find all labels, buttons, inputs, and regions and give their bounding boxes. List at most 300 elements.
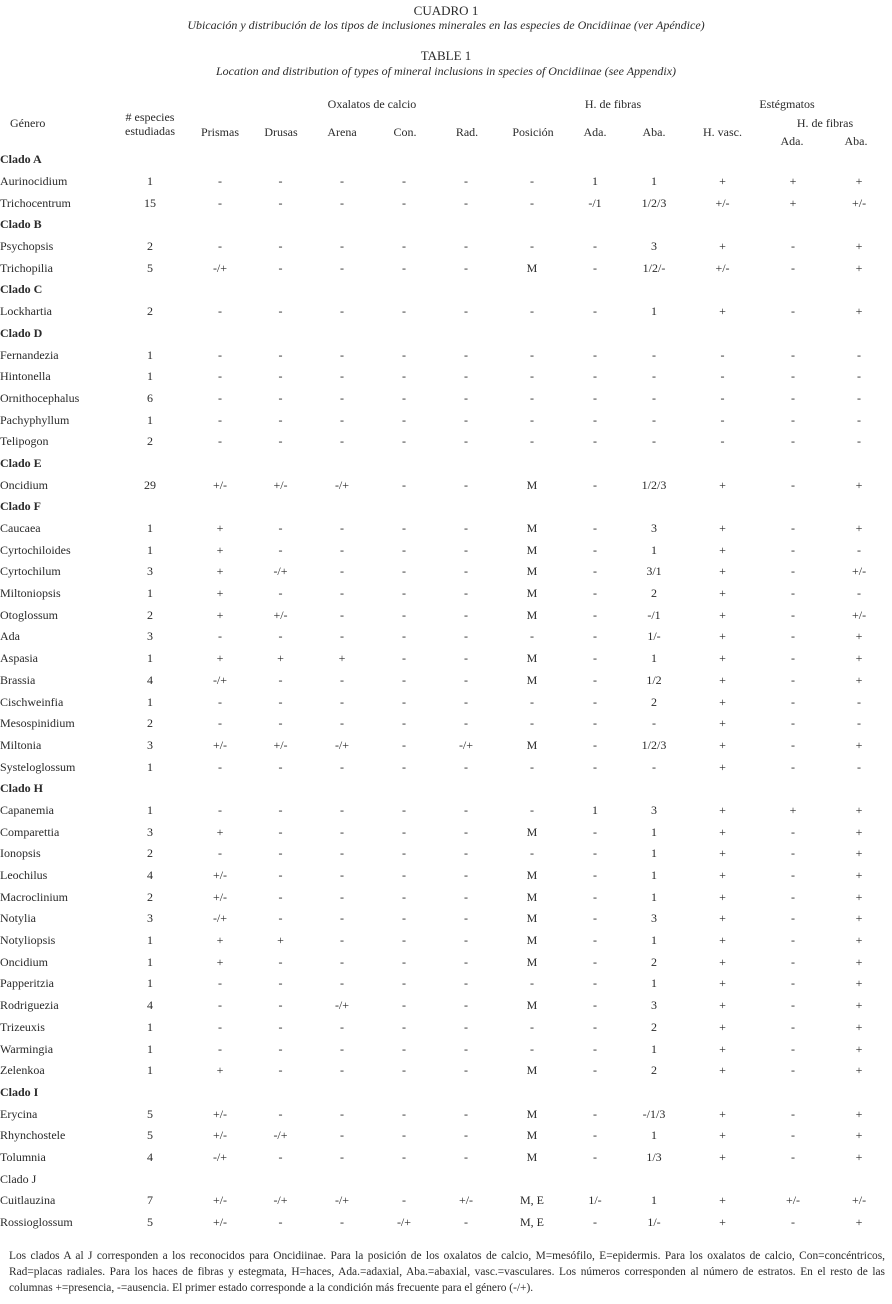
value-cell: -: [402, 868, 406, 883]
value-cell: -: [340, 521, 344, 536]
value-cell: -: [791, 911, 795, 926]
value-cell: -: [464, 542, 468, 557]
value-cell: 1/-: [588, 1193, 602, 1208]
value-cell: 1: [651, 868, 657, 883]
table-row: [0, 518, 892, 540]
value-cell: -/+: [212, 672, 228, 687]
value-cell: -: [278, 1215, 283, 1230]
genus-cell: Erycina: [0, 1106, 38, 1121]
value-cell: -: [340, 716, 344, 731]
value-cell: -: [402, 174, 406, 189]
value-cell: -: [464, 369, 468, 384]
header-especies: [110, 110, 190, 138]
value-cell: +/-: [273, 607, 288, 622]
value-cell: -: [402, 1149, 406, 1164]
value-cell: M: [526, 477, 538, 492]
value-cell: -: [593, 607, 597, 622]
value-cell: -: [402, 434, 406, 449]
genus-cell: Cischweinfia: [0, 694, 64, 709]
value-cell: 1: [147, 1063, 153, 1078]
value-cell: -: [402, 1041, 406, 1056]
value-cell: -: [791, 846, 795, 861]
value-cell: 1: [147, 369, 153, 384]
value-cell: 1: [147, 954, 153, 969]
value-cell: 1: [651, 933, 657, 948]
table-body: [0, 149, 892, 1233]
table-row: [0, 1038, 892, 1060]
value-cell: -: [464, 824, 468, 839]
value-cell: -: [593, 1106, 597, 1121]
value-cell: -: [464, 1128, 468, 1143]
value-cell: -: [340, 802, 344, 817]
value-cell: -: [464, 933, 468, 948]
value-cell: -: [530, 369, 534, 384]
value-cell: 1: [651, 976, 657, 991]
genus-cell: Hintonella: [0, 369, 51, 384]
value-cell: +: [719, 1215, 726, 1230]
value-cell: +: [855, 846, 863, 861]
value-cell: +: [719, 1041, 726, 1056]
value-cell: -: [340, 976, 344, 991]
value-cell: -: [593, 369, 597, 384]
value-cell: 3: [147, 629, 153, 644]
value-cell: +: [789, 174, 797, 189]
value-cell: -: [720, 390, 725, 405]
value-cell: 1: [147, 174, 153, 189]
value-cell: 1: [147, 802, 153, 817]
value-cell: M: [526, 1063, 538, 1078]
value-cell: 1: [147, 521, 153, 536]
value-cell: -: [340, 195, 344, 210]
value-cell: -: [593, 694, 597, 709]
value-cell: -: [340, 868, 344, 883]
value-cell: 1: [651, 824, 657, 839]
table-row: [0, 388, 892, 410]
value-cell: +/-: [212, 1193, 228, 1208]
value-cell: -: [402, 1063, 406, 1078]
value-cell: -: [278, 629, 283, 644]
value-cell: 3: [651, 802, 657, 817]
value-cell: -: [464, 586, 468, 601]
value-cell: -: [720, 369, 725, 384]
header-estegmatos-fibras: H. de fibras: [796, 116, 854, 130]
value-cell: -: [857, 412, 862, 427]
value-cell: -: [791, 1019, 795, 1034]
value-cell: -: [402, 1019, 406, 1034]
value-cell: -/+: [273, 1193, 288, 1208]
value-cell: -: [593, 1128, 597, 1143]
genus-cell: Cyrtochiloides: [0, 542, 71, 557]
value-cell: -: [278, 1149, 283, 1164]
genus-cell: Oncidium: [0, 954, 48, 969]
value-cell: -: [278, 195, 283, 210]
genus-cell: Telipogon: [0, 434, 49, 449]
value-cell: +: [855, 260, 863, 275]
value-cell: 1: [147, 933, 153, 948]
value-cell: -: [857, 716, 862, 731]
value-cell: -: [530, 412, 534, 427]
table-row: [0, 908, 892, 930]
value-cell: +/-: [715, 195, 730, 210]
value-cell: +/-: [851, 564, 867, 579]
value-cell: -: [593, 976, 597, 991]
value-cell: 1: [651, 889, 657, 904]
value-cell: -: [464, 911, 468, 926]
value-cell: -: [791, 586, 795, 601]
value-cell: +: [855, 1149, 863, 1164]
value-cell: -: [278, 911, 283, 926]
value-cell: 1: [147, 586, 153, 601]
value-cell: 2: [147, 304, 153, 319]
value-cell: -/+: [273, 1128, 288, 1143]
value-cell: M: [526, 260, 538, 275]
value-cell: -: [340, 390, 344, 405]
value-cell: M, E: [520, 1215, 544, 1230]
value-cell: +: [855, 868, 863, 883]
value-cell: 1: [651, 1193, 657, 1208]
value-cell: +: [855, 1128, 863, 1143]
value-cell: -: [593, 477, 597, 492]
value-cell: +: [855, 1041, 863, 1056]
value-cell: +: [719, 716, 726, 731]
value-cell: -: [464, 412, 468, 427]
value-cell: -/+: [458, 737, 474, 752]
value-cell: -: [791, 347, 795, 362]
value-cell: +/-: [212, 477, 228, 492]
value-cell: -: [791, 564, 795, 579]
table-row: [0, 1017, 892, 1039]
genus-cell: Caucaea: [0, 521, 41, 536]
value-cell: -: [652, 434, 656, 449]
value-cell: -: [464, 434, 468, 449]
value-cell: 1/2/3: [641, 195, 667, 210]
value-cell: -: [218, 629, 222, 644]
value-cell: -: [791, 998, 795, 1013]
value-cell: -: [652, 759, 656, 774]
value-cell: -: [218, 998, 222, 1013]
value-cell: -: [791, 434, 795, 449]
value-cell: -: [402, 586, 406, 601]
value-cell: -: [340, 304, 344, 319]
value-cell: -: [340, 1215, 344, 1230]
value-cell: -: [593, 759, 597, 774]
value-cell: -: [593, 304, 597, 319]
value-cell: -: [340, 694, 344, 709]
value-cell: 7: [147, 1193, 153, 1208]
value-cell: M: [526, 889, 538, 904]
value-cell: -: [593, 1041, 597, 1056]
value-cell: +/-: [851, 607, 867, 622]
table-row: [0, 691, 892, 713]
table-row: [0, 1125, 892, 1147]
value-cell: -: [464, 889, 468, 904]
value-cell: -: [652, 347, 656, 362]
value-cell: -: [593, 868, 597, 883]
value-cell: -/+: [396, 1215, 412, 1230]
value-cell: -/1/3: [642, 1106, 666, 1121]
clado-row: [0, 496, 892, 518]
value-cell: 3: [147, 824, 153, 839]
value-cell: +: [719, 846, 726, 861]
value-cell: 1: [651, 1128, 657, 1143]
value-cell: -: [857, 390, 862, 405]
value-cell: -: [218, 174, 222, 189]
clado-row: [0, 279, 892, 301]
value-cell: -: [402, 998, 406, 1013]
value-cell: -: [402, 564, 406, 579]
table-row: [0, 713, 892, 735]
value-cell: +: [855, 954, 863, 969]
value-cell: -: [464, 629, 468, 644]
value-cell: +: [216, 542, 224, 557]
value-cell: -: [593, 542, 597, 557]
value-cell: -: [218, 1041, 222, 1056]
value-cell: 15: [144, 195, 156, 210]
value-cell: -: [720, 412, 725, 427]
value-cell: -: [464, 477, 468, 492]
table-row: [0, 539, 892, 561]
value-cell: -: [340, 672, 344, 687]
genus-cell: Notyliopsis: [0, 933, 56, 948]
value-cell: M: [526, 672, 538, 687]
value-cell: +/-: [851, 1193, 867, 1208]
genus-cell: Rodriguezia: [0, 998, 59, 1013]
header-hvasc: H. vasc.: [703, 125, 742, 139]
value-cell: -: [278, 1063, 283, 1078]
table-row: [0, 561, 892, 583]
value-cell: 1: [147, 651, 153, 666]
value-cell: +: [719, 1106, 726, 1121]
genus-cell: Fernandezia: [0, 347, 59, 362]
value-cell: -: [791, 933, 795, 948]
value-cell: -: [218, 412, 222, 427]
value-cell: -: [218, 239, 222, 254]
value-cell: -: [278, 347, 283, 362]
value-cell: -: [593, 260, 597, 275]
header-est-ada: Ada.: [780, 134, 804, 148]
value-cell: -: [593, 846, 597, 861]
value-cell: -: [402, 846, 406, 861]
value-cell: -: [791, 607, 795, 622]
clado-label: Clado J: [0, 1171, 37, 1186]
value-cell: -: [593, 390, 597, 405]
value-cell: -: [791, 521, 795, 536]
value-cell: +: [719, 607, 726, 622]
value-cell: -: [593, 586, 597, 601]
value-cell: +: [719, 1193, 726, 1208]
value-cell: -: [464, 564, 468, 579]
value-cell: +: [855, 933, 863, 948]
value-cell: -: [402, 195, 406, 210]
header-est-aba: Aba.: [844, 134, 868, 148]
value-cell: -: [340, 889, 344, 904]
value-cell: -: [530, 694, 534, 709]
value-cell: -: [278, 1019, 283, 1034]
table-row: [0, 192, 892, 214]
value-cell: -: [791, 976, 795, 991]
value-cell: -: [402, 347, 406, 362]
value-cell: -: [464, 347, 468, 362]
value-cell: -: [340, 586, 344, 601]
genus-cell: Aspasia: [0, 651, 38, 666]
value-cell: 1/2/3: [641, 477, 667, 492]
table-row: [0, 626, 892, 648]
value-cell: -: [791, 737, 795, 752]
header-prismas: Prismas: [200, 125, 239, 139]
value-cell: -: [791, 716, 795, 731]
value-cell: -/+: [334, 1193, 350, 1208]
value-cell: +: [719, 911, 726, 926]
value-cell: -: [593, 954, 597, 969]
table-row: [0, 735, 892, 757]
table-row: [0, 431, 892, 453]
value-cell: 1: [147, 1041, 153, 1056]
table-row: [0, 301, 892, 323]
value-cell: -: [278, 1106, 283, 1121]
table-row: [0, 756, 892, 778]
value-cell: -: [464, 1149, 468, 1164]
value-cell: 1: [147, 347, 153, 362]
value-cell: 3: [147, 564, 153, 579]
value-cell: -: [791, 412, 795, 427]
table-row: [0, 604, 892, 626]
value-cell: +: [216, 586, 224, 601]
value-cell: +: [719, 629, 726, 644]
value-cell: M: [526, 1106, 538, 1121]
value-cell: +/-: [851, 195, 867, 210]
genus-cell: Brassia: [0, 672, 36, 687]
value-cell: -: [218, 802, 222, 817]
value-cell: -: [720, 347, 725, 362]
value-cell: -: [593, 239, 597, 254]
table-row: [0, 995, 892, 1017]
value-cell: +/-: [212, 1106, 228, 1121]
genus-cell: Otoglossum: [0, 607, 59, 622]
table-row: [0, 344, 892, 366]
value-cell: +: [719, 976, 726, 991]
value-cell: 4: [147, 998, 153, 1013]
value-cell: -: [340, 846, 344, 861]
genus-cell: Macroclinium: [0, 889, 68, 904]
value-cell: +: [789, 195, 797, 210]
value-cell: -: [402, 933, 406, 948]
value-cell: -: [530, 434, 534, 449]
genus-cell: Rhynchostele: [0, 1128, 66, 1143]
value-cell: -: [464, 1063, 468, 1078]
value-cell: -: [593, 737, 597, 752]
value-cell: -: [278, 521, 283, 536]
value-cell: -: [791, 824, 795, 839]
value-cell: -: [593, 434, 597, 449]
value-cell: +/-: [273, 477, 288, 492]
header-especies-line1: # especies: [125, 110, 175, 124]
value-cell: -: [791, 369, 795, 384]
value-cell: -: [464, 304, 468, 319]
clado-row: [0, 453, 892, 475]
value-cell: -: [530, 629, 534, 644]
value-cell: -: [402, 239, 406, 254]
value-cell: +: [719, 521, 726, 536]
value-cell: 1: [651, 174, 657, 189]
value-cell: 1/2: [646, 672, 662, 687]
value-cell: +: [719, 998, 726, 1013]
value-cell: +/-: [458, 1193, 474, 1208]
value-cell: -: [791, 304, 795, 319]
clado-label: Clado C: [0, 282, 43, 297]
value-cell: -: [340, 824, 344, 839]
value-cell: -: [464, 1041, 468, 1056]
table-row: [0, 1190, 892, 1212]
value-cell: -: [278, 260, 283, 275]
value-cell: -: [278, 369, 283, 384]
value-cell: -: [218, 390, 222, 405]
genus-cell: Trizeuxis: [0, 1019, 45, 1034]
value-cell: +/-: [212, 868, 228, 883]
value-cell: +: [855, 737, 863, 752]
value-cell: -: [340, 174, 344, 189]
value-cell: -: [402, 889, 406, 904]
value-cell: 1: [147, 412, 153, 427]
clado-label: Clado B: [0, 217, 42, 232]
value-cell: 1: [592, 174, 598, 189]
value-cell: -: [530, 976, 534, 991]
data-table: [0, 149, 892, 1233]
genus-cell: Ionopsis: [0, 846, 41, 861]
header-estegmatos: Estégmatos: [759, 97, 815, 111]
value-cell: -: [340, 564, 344, 579]
value-cell: +: [216, 521, 224, 536]
value-cell: -: [218, 369, 222, 384]
value-cell: -: [402, 412, 406, 427]
value-cell: -: [402, 521, 406, 536]
value-cell: +: [216, 1063, 224, 1078]
value-cell: -: [791, 759, 795, 774]
value-cell: +/-: [212, 1128, 228, 1143]
value-cell: +: [855, 889, 863, 904]
value-cell: -: [340, 759, 344, 774]
value-cell: -: [340, 239, 344, 254]
cuadro-title: Ubicación y distribución de los tipos de inclusiones minerales en las especies de Oncidiinae (ver Apéndice): [187, 18, 705, 32]
value-cell: +: [855, 976, 863, 991]
value-cell: -: [278, 976, 283, 991]
clado-row: [0, 1168, 892, 1190]
header-arena: Arena: [327, 125, 357, 139]
value-cell: -: [218, 716, 222, 731]
genus-cell: Trichopilia: [0, 260, 53, 275]
value-cell: -: [464, 174, 468, 189]
value-cell: -: [530, 347, 534, 362]
value-cell: -: [464, 759, 468, 774]
value-cell: -: [593, 564, 597, 579]
value-cell: -: [402, 390, 406, 405]
value-cell: -: [278, 239, 283, 254]
value-cell: -: [278, 824, 283, 839]
value-cell: +: [855, 651, 863, 666]
table-row: [0, 171, 892, 193]
value-cell: +: [719, 694, 726, 709]
value-cell: -: [278, 390, 283, 405]
value-cell: -: [720, 434, 725, 449]
value-cell: +: [719, 174, 726, 189]
value-cell: -: [340, 933, 344, 948]
value-cell: -: [791, 1215, 795, 1230]
table-row: [0, 366, 892, 388]
value-cell: +: [719, 954, 726, 969]
value-cell: -: [402, 1193, 406, 1208]
value-cell: -: [402, 629, 406, 644]
table-row: [0, 865, 892, 887]
genus-cell: Pachyphyllum: [0, 412, 70, 427]
